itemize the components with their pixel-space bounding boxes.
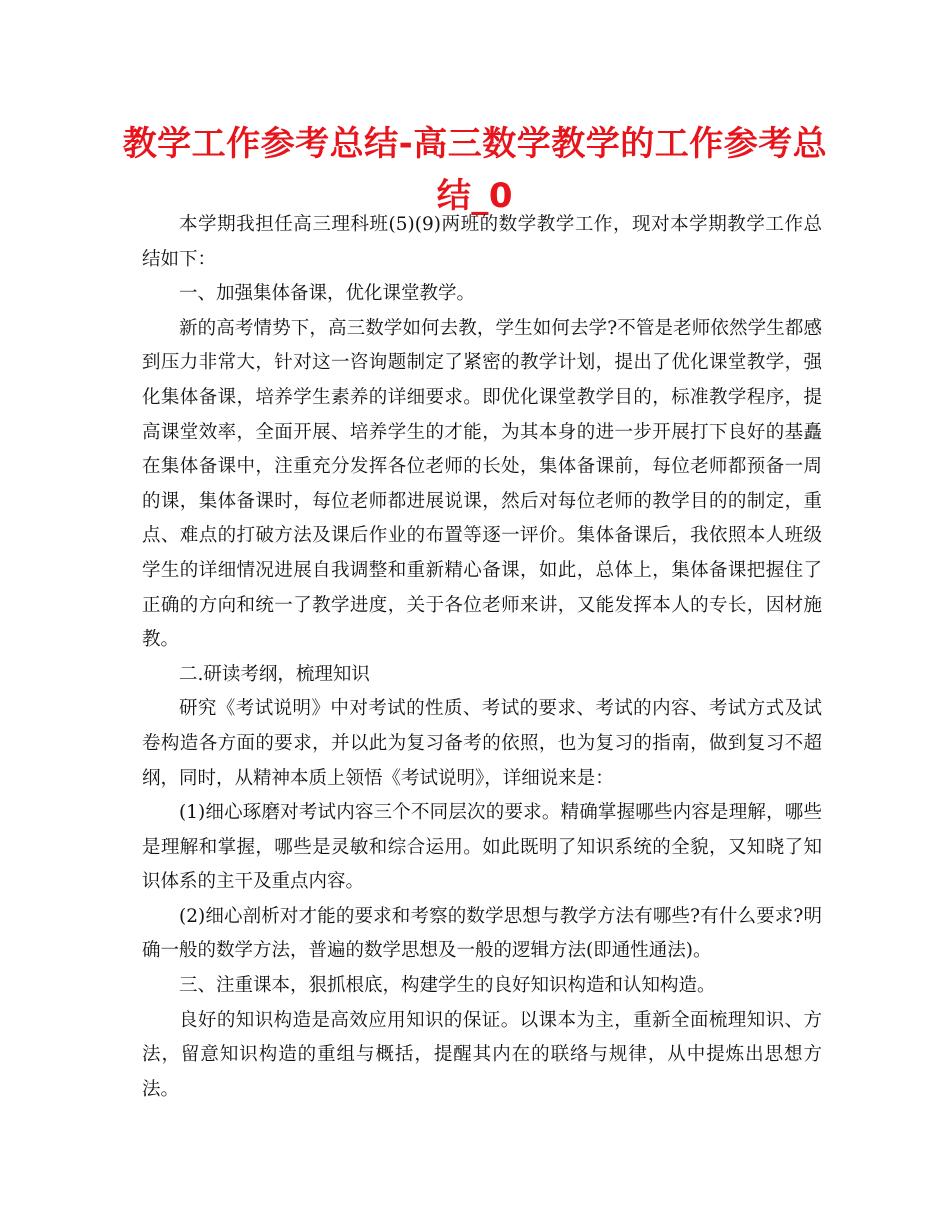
section-heading-1: 一、加强集体备课，优化课堂教学。 xyxy=(179,283,476,305)
document-title: 教学工作参考总结-高三数学教学的工作参考总结_0 xyxy=(122,124,828,216)
paragraph-section-2: 研究《考试说明》中对考试的性质、考试的要求、考试的内容、考试方式及试卷构造各方面的要求，并以此为复习备考的依照，也为复习的指南，做到复习不超纲，同时，从精神本质上领悟《考试说明》，详细说来是： xyxy=(142,698,822,789)
list-item-2: (2)细心剖析对才能的要求和考察的数学思想与教学方法有哪些?有什么要求?明确一般的数学方法，普遍的数学思想及一般的逻辑方法(即通性通法)。 xyxy=(142,905,822,962)
paragraph-section-1: 新的高考情势下，高三数学如何去教，学生如何去学?不管是老师依然学生都感到压力非常大，针对这一咨询题制定了紧密的教学计划，提出了优化课堂教学，强化集体备课，培养学生素养的详细要求。即优化课堂教学目的，标准教学程序，提高课堂效率，全面开展、培养学生的才能，为其本身的进一步开展打下良好的基矗在集体备课中，注重充分发挥各位老师的长处，集体备课前，每位老师都预备一周的课，集体备课时，每位老师都进展说课，然后对每位老师的教学目的的制定，重点、难点的打破方法及课后作业的布置等逐一评价。集体备课后，我依照本人班级学生的详细情况进展自我调整和重新精心备课，如此，总体上，集体备课把握住了正确的方向和统一了教学进度，关于各位老师来讲，又能发挥本人的专长，因材施教。 xyxy=(142,317,822,651)
document-body xyxy=(142,208,822,1107)
paragraph-intro: 本学期我担任高三理科班(5)(9)两班的数学教学工作，现对本学期教学工作总结如下： xyxy=(142,214,822,270)
paragraph-section-3: 良好的知识构造是高效应用知识的保证。以课本为主，重新全面梳理知识、方法，留意知识构造的重组与概括，提醒其内在的联络与规律，从中提炼出思想方法。 xyxy=(142,1009,822,1100)
section-heading-3: 三、注重课本，狠抓根底，构建学生的良好知识构造和认知构造。 xyxy=(179,975,716,997)
list-item-1: (1)细心琢磨对考试内容三个不同层次的要求。精确掌握哪些内容是理解，哪些是理解和掌握，哪些是灵敏和综合运用。如此既明了知识系统的全貌，又知晓了知识体系的主干及重点内容。 xyxy=(142,802,822,893)
section-heading-2: 二.研读考纲，梳理知识 xyxy=(179,663,370,685)
